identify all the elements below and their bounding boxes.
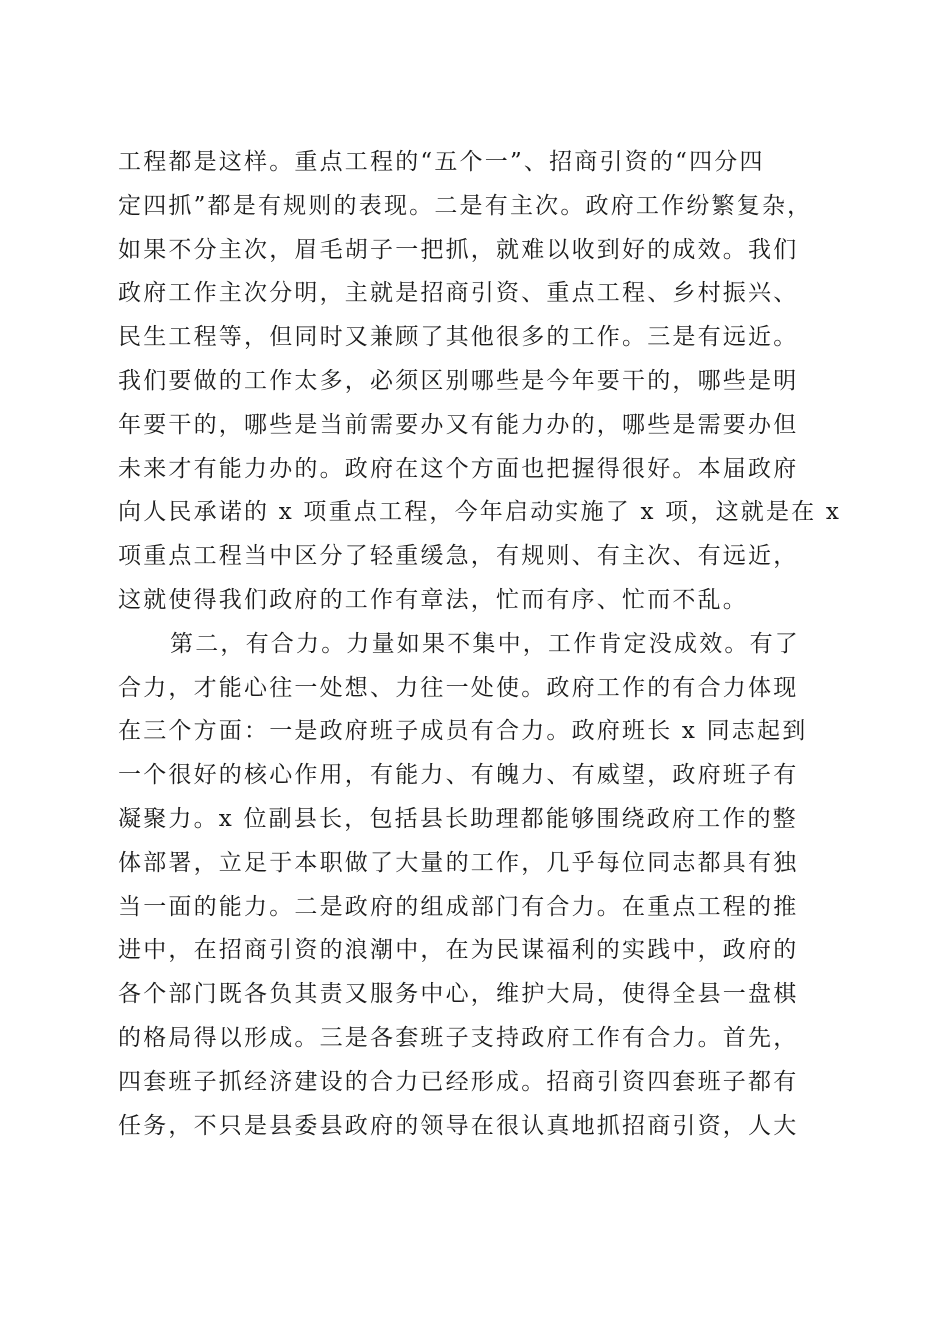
text-line: 各个部门既各负其责又服务中心，维护大局，使得全县一盘棋 (118, 981, 799, 1008)
text-line: 如果不分主次，眉毛胡子一把抓，就难以收到好的成效。我们 (118, 236, 799, 263)
text-line: 合力，才能心往一处想、力往一处使。政府工作的有合力体现 (118, 674, 799, 701)
text-line: 未来才有能力办的。政府在这个方面也把握得很好。本届政府 (118, 455, 799, 482)
text-line: 一个很好的核心作用，有能力、有魄力、有威望，政府班子有 (118, 762, 799, 789)
text-line: 工程都是这样。重点工程的“五个一”、招商引资的“四分四 (118, 149, 765, 175)
body-text (118, 141, 842, 1148)
text-line: 体部署，立足于本职做了大量的工作，几乎每位同志都具有独 (118, 849, 799, 876)
text-line: 项重点工程当中区分了轻重缓急，有规则、有主次、有远近， (118, 543, 799, 570)
text-line: 这就使得我们政府的工作有章法，忙而有序、忙而不乱。 (118, 586, 748, 613)
text-line: 向人民承诺的 x 项重点工程，今年启动实施了 x 项，这就是在 x (118, 499, 842, 526)
text-line: 任务，不只是县委县政府的领导在很认真地抓招商引资，人大 (118, 1112, 799, 1139)
text-line: 我们要做的工作太多，必须区别哪些是今年要干的，哪些是明 (118, 367, 799, 394)
text-line: 在三个方面：一是政府班子成员有合力。政府班长 x 同志起到 (118, 718, 808, 745)
text-line: 定四抓”都是有规则的表现。二是有主次。政府工作纷繁复杂， (118, 192, 813, 219)
text-line: 民生工程等，但同时又兼顾了其他很多的工作。三是有远近。 (118, 324, 799, 351)
text-line: 政府工作主次分明，主就是招商引资、重点工程、乡村振兴、 (118, 280, 799, 307)
paragraph-start-line: 第二，有合力。力量如果不集中，工作肯定没成效。有了 (170, 630, 800, 657)
text-line: 的格局得以形成。三是各套班子支持政府工作有合力。首先， (118, 1024, 799, 1051)
text-line: 年要干的，哪些是当前需要办又有能力办的，哪些是需要办但 (118, 411, 799, 438)
text-line: 进中，在招商引资的浪潮中，在为民谋福利的实践中，政府的 (118, 937, 799, 964)
text-line: 四套班子抓经济建设的合力已经形成。招商引资四套班子都有 (118, 1068, 799, 1095)
text-line: 凝聚力。x 位副县长，包括县长助理都能够围绕政府工作的整 (118, 805, 798, 832)
text-line: 当一面的能力。二是政府的组成部门有合力。在重点工程的推 (118, 893, 799, 920)
